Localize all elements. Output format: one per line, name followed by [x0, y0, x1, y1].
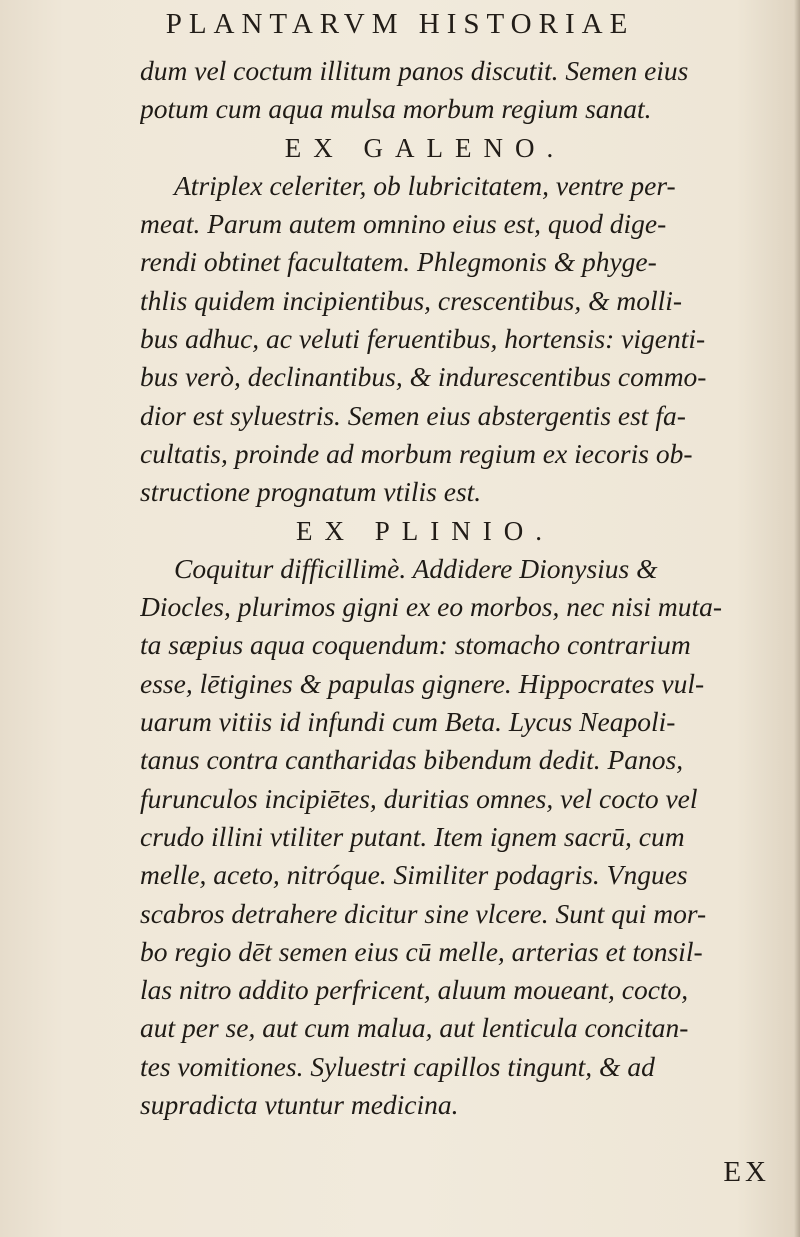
text-line: bus adhuc, ac veluti feruentibus, hortensis: vigenti- [140, 323, 706, 355]
page-edge-shadow [794, 0, 800, 1237]
text-line: esse, lētigines & papulas gignere. Hippocrates vul- [140, 667, 705, 699]
running-head: PLANTARVM HISTORIAE [165, 8, 635, 40]
text-line: tanus contra cantharidas bibendum dedit. Panos, [140, 744, 684, 776]
text-line: melle, aceto, nitróque. Similiter podagris. Vngues [140, 859, 688, 891]
text-line: scabros detrahere dicitur sine vlcere. Sunt qui mor- [140, 897, 707, 929]
text-line: meat. Parum autem omnino eius est, quod dige- [140, 208, 667, 240]
section-heading: EX GALENO. [284, 132, 566, 163]
text-line: bus verò, declinantibus, & indurescentibus commo- [140, 361, 707, 393]
text-line: dum vel coctum illitum panos discutit. Semen eius [140, 55, 689, 86]
text-line: Coquitur difficillimè. Addidere Dionysius & [174, 552, 658, 584]
section-heading: EX PLINIO. [296, 515, 554, 546]
text-line: tes vomitiones. Syluestri capillos tingunt, & ad [140, 1050, 655, 1082]
text-line: uarum vitiis id infundi cum Beta. Lycus Neapoli- [140, 706, 676, 738]
text-line: potum cum aqua mulsa morbum regium sanat. [140, 93, 652, 125]
text-line: Atriplex celeriter, ob lubricitatem, ventre per- [174, 169, 676, 201]
catchword: EX [723, 1156, 770, 1188]
text-line: bo regio dēt semen eius cū melle, arterias et tonsil- [140, 935, 703, 967]
text-line: dior est syluestris. Semen eius abstergentis est fa- [140, 399, 686, 431]
text-line: Diocles, plurimos gigni ex eo morbos, nec nisi muta- [140, 591, 723, 623]
text-line: las nitro addito perfricent, aluum moueant, cocto, [140, 974, 689, 1006]
text-line: ta sæpius aqua coquendum: stomacho contrarium [140, 629, 691, 661]
text-line: aut per se, aut cum malua, aut lenticula concitan- [140, 1012, 689, 1044]
text-line: structione prognatum vtilis est. [140, 476, 482, 508]
text-line: supradicta vtuntur medicina. [140, 1089, 459, 1121]
text-line: rendi obtinet facultatem. Phlegmonis & phyge- [140, 246, 657, 278]
text-line: thlis quidem incipientibus, crescentibus, & molli- [140, 284, 683, 316]
body-text [140, 52, 780, 1124]
text-line: cultatis, proinde ad morbum regium ex iecoris ob- [140, 437, 693, 469]
text-line: crudo illini vtiliter putant. Item ignem sacrū, cum [140, 820, 685, 852]
text-line: furunculos incipiētes, duritias omnes, vel cocto vel [140, 782, 698, 814]
